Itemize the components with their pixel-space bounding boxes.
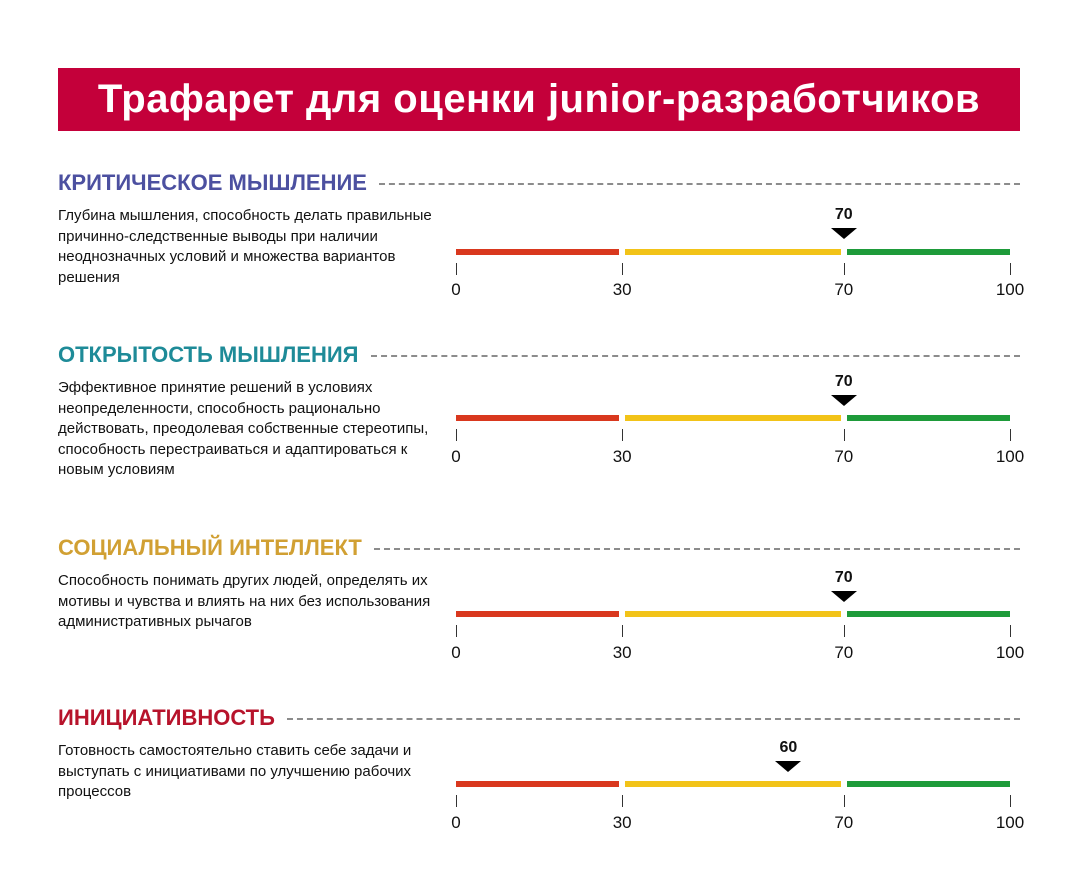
scale-bar-mid	[625, 249, 841, 255]
section-title: СОЦИАЛЬНЫЙ ИНТЕЛЛЕКТ	[58, 535, 362, 560]
score-marker-icon	[775, 761, 801, 772]
scale-tick-label: 30	[612, 280, 632, 299]
scale-tick	[844, 625, 845, 637]
section-title: КРИТИЧЕСКОЕ МЫШЛЕНИЕ	[58, 170, 367, 195]
scale-bar-mid	[625, 781, 841, 787]
scale-bar-low	[456, 611, 619, 617]
scale-tick-label: 100	[995, 280, 1025, 299]
scale-tick	[844, 429, 845, 441]
scale-tick-label: 30	[612, 643, 632, 662]
scale-bar-high	[847, 249, 1010, 255]
scale-tick	[1010, 795, 1011, 807]
scale-tick	[844, 795, 845, 807]
scale-tick-label: 70	[834, 280, 854, 299]
rating-scale	[0, 168, 1080, 328]
scale-tick	[622, 429, 623, 441]
scale-tick-label: 70	[834, 813, 854, 832]
section-description: Способность понимать других людей, определять их мотивы и чувства и влиять на них без использования административных рычагов	[58, 572, 431, 630]
section-critical-thinking	[0, 168, 1080, 348]
scale-bar-high	[847, 611, 1010, 617]
rating-scale	[0, 533, 1080, 693]
scale-tick	[622, 795, 623, 807]
scale-tick-label: 100	[995, 447, 1025, 466]
scale-bar-low	[456, 415, 619, 421]
section-initiative	[0, 703, 1080, 883]
scale-bar-mid	[625, 415, 841, 421]
scale-tick	[1010, 263, 1011, 275]
scale-tick-label: 70	[834, 447, 854, 466]
scale-tick	[622, 263, 623, 275]
section-title: ИНИЦИАТИВНОСТЬ	[58, 705, 275, 730]
scale-bar-mid	[625, 611, 841, 617]
scale-tick	[456, 429, 457, 441]
section-open-mind	[0, 340, 1080, 520]
scale-tick-label: 0	[451, 643, 461, 662]
scale-tick-label: 0	[451, 447, 461, 466]
section-description: Готовность самостоятельно ставить себе задачи и выступать с инициативами по улучшению рабочих процессов	[58, 742, 412, 800]
scale-bar-low	[456, 781, 619, 787]
scale-tick	[1010, 429, 1011, 441]
rating-scale	[0, 340, 1080, 500]
scale-tick	[456, 263, 457, 275]
scale-tick	[1010, 625, 1011, 637]
page-title: Трафарет для оценки junior-разработчиков	[58, 68, 1020, 131]
rating-scale	[0, 703, 1080, 863]
section-social-intelligence	[0, 533, 1080, 713]
scale-tick-label: 30	[612, 813, 632, 832]
scale-bar-low	[456, 249, 619, 255]
scale-tick-label: 100	[995, 813, 1025, 832]
scale-tick-label: 70	[834, 643, 854, 662]
scale-bar-high	[847, 781, 1010, 787]
scale-tick	[456, 795, 457, 807]
score-value: 70	[834, 373, 853, 390]
section-title: ОТКРЫТОСТЬ МЫШЛЕНИЯ	[58, 342, 359, 367]
scale-tick	[622, 625, 623, 637]
score-marker-icon	[831, 395, 857, 406]
scale-tick	[456, 625, 457, 637]
scale-tick-label: 0	[451, 813, 461, 832]
scale-tick-label: 0	[451, 280, 461, 299]
score-marker-icon	[831, 228, 857, 239]
scale-tick-label: 100	[995, 643, 1025, 662]
scale-tick	[844, 263, 845, 275]
score-marker-icon	[831, 591, 857, 602]
scale-tick-label: 30	[612, 447, 632, 466]
score-value: 70	[834, 569, 853, 586]
score-value: 60	[779, 739, 798, 756]
score-value: 70	[834, 206, 853, 223]
section-description: Глубина мышления, способность делать правильные причинно-следственные выводы при наличии неоднозначных условий и множества вариантов решения	[58, 207, 432, 286]
scale-bar-high	[847, 415, 1010, 421]
section-description: Эффективное принятие решений в условиях неопределенности, способность рационально действовать, преодолевая собственные стереотипы, способность перестраиваться и адаптироваться к новым условиям	[58, 379, 429, 478]
